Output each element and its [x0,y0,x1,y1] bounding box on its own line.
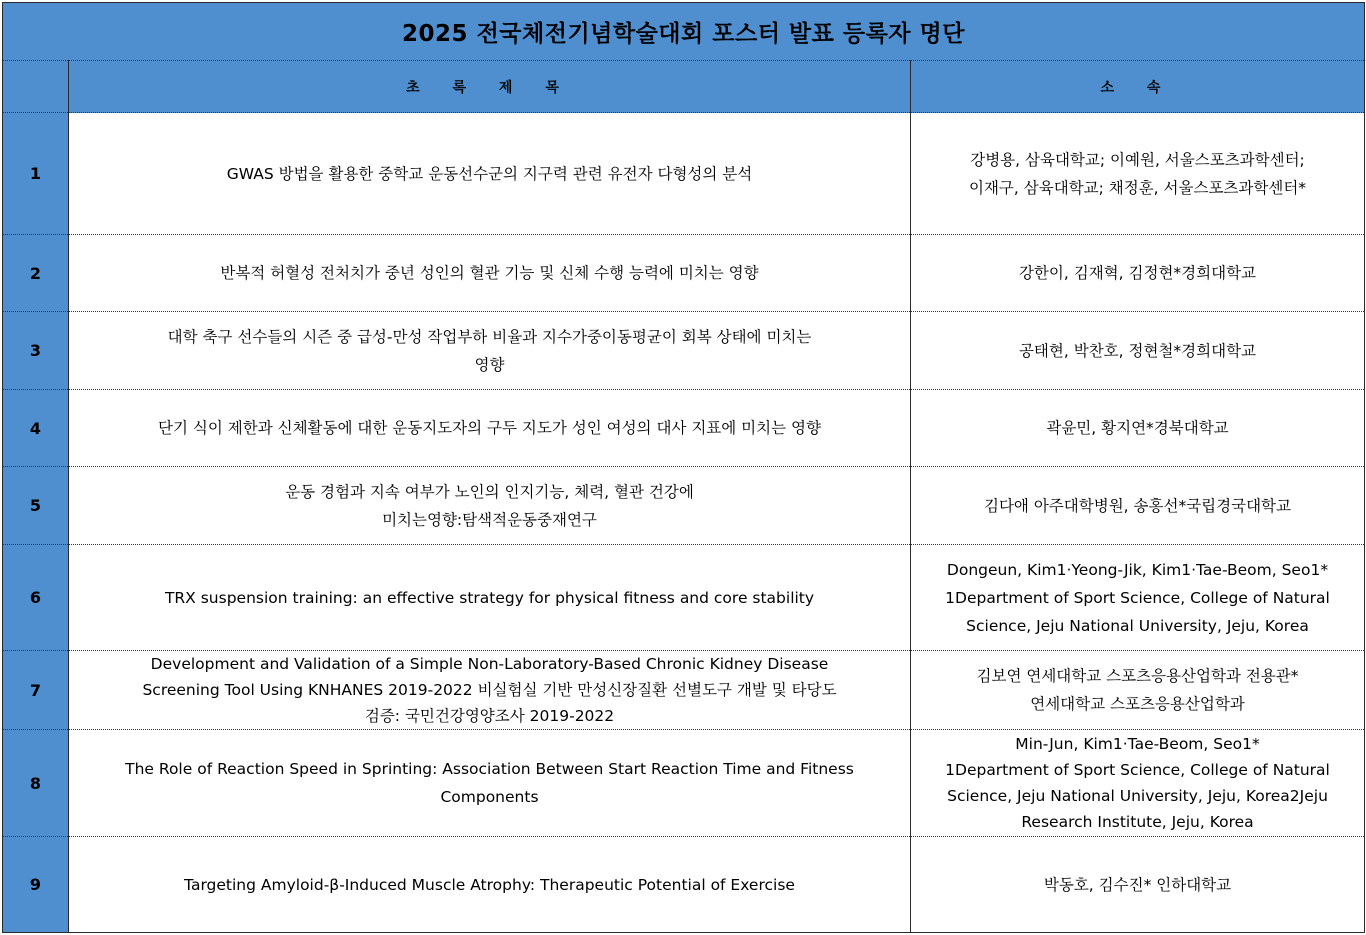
row-number: 6 [3,545,69,651]
affiliation-cell [911,312,1365,390]
abstract-title-cell [69,467,911,545]
affiliation-line: 이재구, 삼육대학교; 채정훈, 서울스포츠과학센터* [968,178,1307,197]
title-line: Development and Validation of a Simple Non-Laboratory-Based Chronic Kidney Disease [150,655,829,673]
row-number: 1 [3,113,69,235]
row-number: 5 [3,467,69,545]
table-row [3,113,1365,235]
abstract-title-column-header: 초 록 제 목 [69,61,911,113]
table-row [3,312,1365,390]
row-number: 8 [3,730,69,837]
title-line: Targeting Amyloid-β-Induced Muscle Atrophy: Therapeutic Potential of Exercise [184,875,795,894]
affiliation-line: 김보연 연세대학교 스포츠응용산업학과 전용관* [976,667,1299,685]
title-line: 반복적 허혈성 전처치가 중년 성인의 혈관 기능 및 신체 수행 능력에 미치는 영향 [220,264,759,282]
title-line: 단기 식이 제한과 신체활동에 대한 운동지도자의 구두 지도가 성인 여성의 대사 지표에 미치는 영향 [158,419,821,437]
affiliation-cell [911,235,1365,312]
affiliation-line: 1Department of Sport Science, College of Natural [945,761,1330,779]
affiliation-line: 박동호, 김수진* 인하대학교 [1043,875,1232,894]
affiliation-cell [911,545,1365,651]
abstract-title-cell [69,113,911,235]
table-row [3,730,1365,837]
title-line: 검증: 국민건강영양조사 2019-2022 [364,707,615,725]
abstract-title-cell [69,312,911,390]
registrant-sheet [2,2,1364,933]
title-line: The Role of Reaction Speed in Sprinting: Association Between Start Reaction Time and Fitness [125,760,854,778]
affiliation-line: 김다애 아주대학병원, 송홍선*국립경국대학교 [983,496,1292,515]
header-row [3,61,1365,113]
title-line: 운동 경험과 지속 여부가 노인의 인지기능, 체력, 혈관 건강에 [285,482,694,501]
affiliation-cell [911,837,1365,933]
abstract-title-cell [69,390,911,467]
affiliation-cell [911,730,1365,837]
affiliation-line: Science, Jeju National University, Jeju, Korea [966,616,1309,635]
abstract-title-cell [69,651,911,730]
row-number: 3 [3,312,69,390]
title-line: TRX suspension training: an effective strategy for physical fitness and core stability [164,588,815,607]
affiliation-line: 곽윤민, 황지연*경북대학교 [1046,419,1229,437]
row-number: 2 [3,235,69,312]
affiliation-line: 연세대학교 스포츠응용산업학과 [1030,695,1245,713]
row-number: 4 [3,390,69,467]
affiliation-line: 공태현, 박찬호, 정현철*경희대학교 [1018,341,1257,360]
page-title: 2025 전국체전기념학술대회 포스터 발표 등록자 명단 [3,3,1365,61]
title-line: Components [440,788,539,806]
affiliation-line: Dongeun, Kim1·Yeong-Jik, Kim1·Tae-Beom, Seo1* [946,560,1329,579]
affiliation-column-header: 소 속 [911,61,1365,113]
affiliation-line: 강병용, 삼육대학교; 이예원, 서울스포츠과학센터; [970,150,1305,169]
title-row [3,3,1365,61]
affiliation-line: 1Department of Sport Science, College of Natural [945,588,1330,607]
title-line: 영향 [474,355,505,374]
affiliation-cell [911,651,1365,730]
affiliation-line: 강한이, 김재혁, 김정현*경희대학교 [1018,264,1257,282]
table-row [3,467,1365,545]
abstract-title-cell [69,730,911,837]
title-line: Screening Tool Using KNHANES 2019-2022 비실험실 기반 만성신장질환 선별도구 개발 및 타당도 [142,681,837,699]
affiliation-cell [911,467,1365,545]
table-row [3,390,1365,467]
affiliation-cell [911,390,1365,467]
row-number: 9 [3,837,69,933]
registrant-table [2,2,1365,933]
table-row [3,837,1365,933]
title-line: GWAS 방법을 활용한 중학교 운동선수군의 지구력 관련 유전자 다형성의 분석 [226,164,753,183]
title-line: 대학 축구 선수들의 시즌 중 급성-만성 작업부하 비율과 지수가중이동평균이 회복 상태에 미치는 [167,327,812,346]
affiliation-line: Science, Jeju National University, Jeju, Korea2Jeju [947,787,1328,805]
abstract-title-cell [69,837,911,933]
affiliation-line: Min-Jun, Kim1·Tae-Beom, Seo1* [1015,735,1260,753]
abstract-title-cell [69,545,911,651]
number-column-header [3,61,69,113]
table-row [3,235,1365,312]
table-row [3,651,1365,730]
title-line: 미치는영향:탐색적운동중재연구 [382,510,597,529]
row-number: 7 [3,651,69,730]
affiliation-cell [911,113,1365,235]
abstract-title-cell [69,235,911,312]
affiliation-line: Research Institute, Jeju, Korea [1021,813,1254,831]
table-row [3,545,1365,651]
